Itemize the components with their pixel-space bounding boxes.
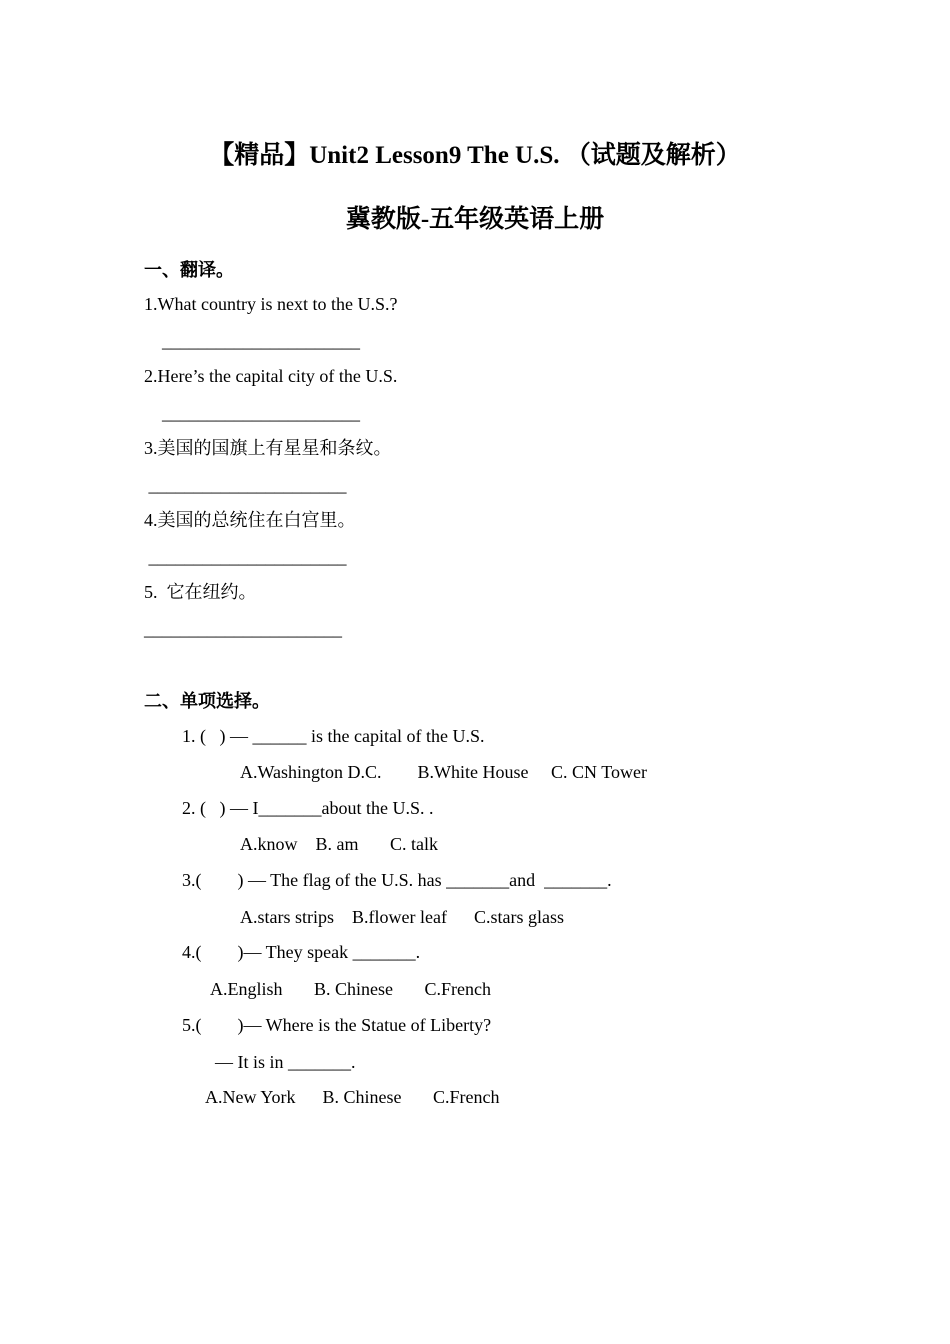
document-title: 【精品】Unit2 Lesson9 The U.S. （试题及解析）: [209, 142, 741, 169]
document-subtitle: 冀教版-五年级英语上册: [345, 206, 605, 233]
translation-item-3: 3.美国的国旗上有星星和条纹。: [144, 438, 392, 458]
choice-question-3: 3.( ) — The flag of the U.S. has _______and _______.: [182, 870, 612, 890]
choice-options-1: A.Washington D.C. B.White House C. CN Tower: [240, 762, 647, 782]
choice-options-3: A.stars strips B.flower leaf C.stars glass: [240, 907, 564, 927]
choice-question-1: 1. ( ) — ______ is the capital of the U.S.: [182, 726, 485, 746]
section-1-heading: 一、翻译。: [144, 260, 234, 280]
choice-question-5: 5.( )— Where is the Statue of Liberty?: [182, 1015, 492, 1035]
translation-item-4: 4.美国的总统住在白宫里。: [144, 510, 356, 530]
translation-item-5: 5. 它在纽约。: [144, 582, 257, 602]
answer-blank-1: ______________________: [144, 331, 360, 351]
translation-item-2: 2.Here’s the capital city of the U.S.: [144, 366, 398, 386]
choice-question-4: 4.( )— They speak _______.: [182, 942, 421, 962]
choice-options-5: A.New York B. Chinese C.French: [205, 1087, 500, 1107]
answer-blank-3: ______________________: [144, 475, 347, 495]
choice-options-4: A.English B. Chinese C.French: [210, 979, 491, 999]
section-2-heading: 二、单项选择。: [144, 691, 270, 711]
translation-item-1: 1.What country is next to the U.S.?: [144, 294, 398, 314]
answer-blank-5: ______________________: [144, 619, 342, 639]
answer-blank-2: ______________________: [144, 403, 360, 423]
choice-question-2: 2. ( ) — I_______about the U.S. .: [182, 798, 434, 818]
choice-options-2: A.know B. am C. talk: [240, 834, 438, 854]
choice-answer-prompt-5: — It is in _______.: [215, 1052, 356, 1072]
answer-blank-4: ______________________: [144, 547, 347, 567]
